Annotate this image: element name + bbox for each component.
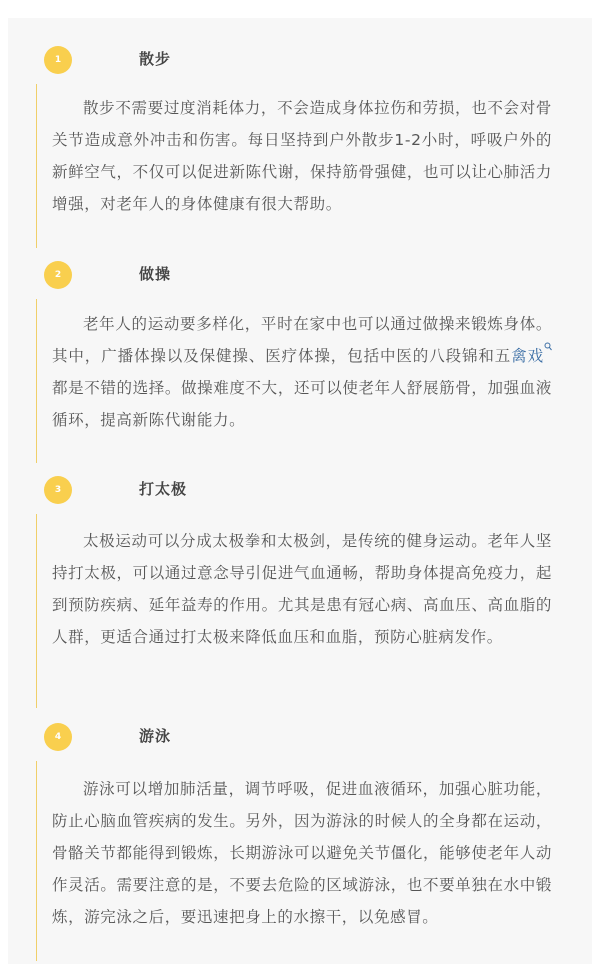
section-body <box>52 308 552 436</box>
section-body-text: 老年人的运动要多样化，平时在家中也可以通过做操来锻炼身体。其中，广播体操以及保健操、医疗体操，包括中医的八段锦和五 <box>52 315 552 365</box>
section-divider-line <box>36 299 37 463</box>
section-title: 打太极 <box>139 480 188 498</box>
section-body-text: 都是不错的选择。做操难度不大，还可以使老年人舒展筋骨，加强血液循环，提高新陈代谢能力。 <box>52 379 552 429</box>
section-divider-line <box>36 761 37 961</box>
section-title: 游泳 <box>139 727 172 745</box>
section-number-badge: 3 <box>44 476 72 504</box>
section-title: 做操 <box>139 265 172 283</box>
search-icon[interactable] <box>544 342 552 352</box>
article-container <box>8 18 592 964</box>
term-link[interactable]: 禽戏 <box>511 347 544 365</box>
section-number-badge: 1 <box>44 46 72 74</box>
section-body: 散步不需要过度消耗体力，不会造成身体拉伤和劳损，也不会对骨关节造成意外冲击和伤害。每日坚持到户外散步1-2小时，呼吸户外的新鲜空气，不仅可以促进新陈代谢，保持筋骨强健，也可以让心肺活力增强，对老年人的身体健康有很大帮助。 <box>52 99 552 213</box>
section-title: 散步 <box>139 50 172 68</box>
section-divider-line <box>36 84 37 248</box>
section-divider-line <box>36 514 37 708</box>
section-body: 太极运动可以分成太极拳和太极剑，是传统的健身运动。老年人坚持打太极，可以通过意念导引促进气血通畅，帮助身体提高免疫力，起到预防疾病、延年益寿的作用。尤其是患有冠心病、高血压、高血脂的人群，更适合通过打太极来降低血压和血脂，预防心脏病发作。 <box>52 532 552 646</box>
section-body: 游泳可以增加肺活量，调节呼吸，促进血液循环，加强心脏功能，防止心脑血管疾病的发生。另外，因为游泳的时候人的全身都在运动，骨骼关节都能得到锻炼，长期游泳可以避免关节僵化，能够使老年人动作灵活。需要注意的是，不要去危险的区域游泳，也不要单独在水中锻炼，游完泳之后，要迅速把身上的水擦干，以免感冒。 <box>52 780 552 926</box>
section-number-badge: 2 <box>44 261 72 289</box>
section-number-badge: 4 <box>44 723 72 751</box>
